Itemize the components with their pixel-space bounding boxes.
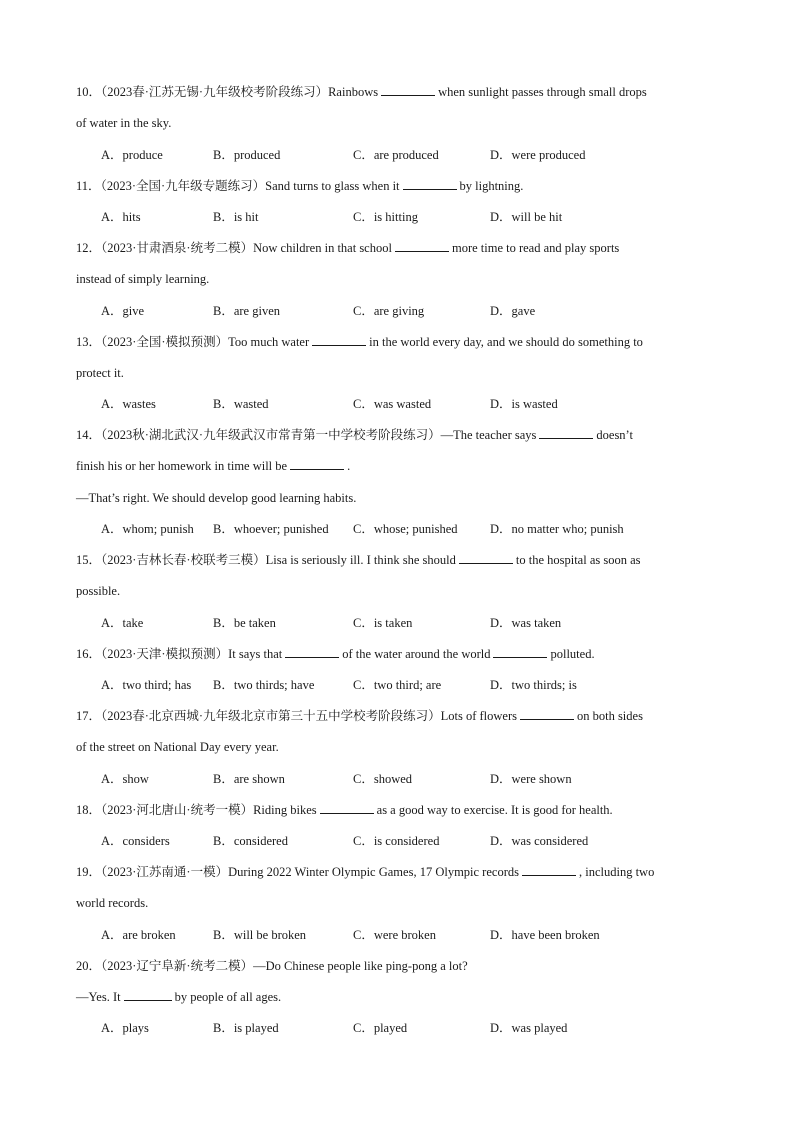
question-source: （2023春·北京西城·九年级北京市第三十五中学校考阶段练习） [101,709,441,723]
option-d[interactable]: D．is wasted [490,397,558,411]
question-stem: of the water around the world [342,647,491,661]
answer-blank[interactable] [285,646,339,658]
question-source: （2023·全国·模拟预测） [101,335,229,349]
answer-blank[interactable] [290,458,344,470]
question-stem: Sand turns to glass when it [265,179,400,193]
question-11: 11．（2023·全国·九年级专题练习）Sand turns to glass when it by lightning. [76,179,524,193]
option-c[interactable]: C．is hitting [353,210,418,224]
option-b[interactable]: B．is hit [213,210,259,224]
question-17: 17．（2023春·北京西城·九年级北京市第三十五中学校考阶段练习）Lots of flowers on both sides [76,709,643,723]
question-stem: to the hospital as soon as [515,553,641,567]
option-b[interactable]: B．two thirds; have [213,678,315,692]
question-14: 14．（2023秋·湖北武汉·九年级武汉市常青第一中学校考阶段练习）—The teacher says doesn’t [76,428,633,442]
option-c[interactable]: C．are giving [353,304,425,318]
question-stem: when sunlight passes through small drops [438,85,647,99]
question-stem: finish his or her homework in time will be [76,459,288,473]
answer-blank[interactable] [320,802,374,814]
question-number: 10 [76,85,89,99]
question-number: 16 [76,647,89,661]
answer-blank[interactable] [312,334,366,346]
option-d[interactable]: D．will be hit [490,210,563,224]
question-source: （2023·江苏南通·一模） [101,865,229,879]
answer-blank[interactable] [522,864,576,876]
option-a[interactable]: A．give [101,304,145,318]
question-stem: by people of all ages. [174,990,282,1004]
question-stem: doesn’t [596,428,633,442]
dialogue-reply [76,989,724,1005]
question-stem-continuation: possible. [76,584,121,598]
question-stem: Too much water [228,335,310,349]
option-d[interactable]: D．gave [490,304,536,318]
question-stem: as a good way to exercise. It is good for health. [376,803,613,817]
question-stem: . [347,459,351,473]
option-c[interactable]: C．was wasted [353,397,432,411]
question-stem: —Yes. It [76,990,121,1004]
option-d[interactable]: D．was considered [490,834,589,848]
option-c[interactable]: C．played [353,1021,408,1035]
question-source: （2023春·江苏无锡·九年级校考阶段练习） [101,85,329,99]
option-b[interactable]: B．are given [213,304,280,318]
option-a[interactable]: A．hits [101,210,141,224]
question-stem-continuation: protect it. [76,366,124,380]
question-source: （2023·河北唐山·统考一模） [101,803,254,817]
option-a[interactable]: A．wastes [101,397,156,411]
option-c[interactable]: C．is taken [353,616,413,630]
option-a[interactable]: A．plays [101,1021,149,1035]
option-d[interactable]: D．have been broken [490,928,600,942]
question-20: 20．（2023·辽宁阜新·统考二模）—Do Chinese people like ping-pong a lot? [76,959,468,973]
question-stem: Lots of flowers [440,709,517,723]
question-stem: more time to read and play sports [451,241,620,255]
question-18: 18．（2023·河北唐山·统考一模）Riding bikes as a good way to exercise. It is good for health. [76,803,613,817]
question-number: 18 [76,803,89,817]
answer-blank[interactable] [493,646,547,658]
question-stem-continuation [76,458,724,474]
question-stem: —Do Chinese people like ping-pong a lot? [253,959,468,973]
question-number: 11 [76,179,89,193]
question-stem-continuation: of the street on National Day every year. [76,740,279,754]
question-source: （2023·甘肃酒泉·统考二模） [101,241,254,255]
answer-blank[interactable] [124,989,172,1001]
answer-blank[interactable] [520,708,574,720]
option-a[interactable]: A．whom; punish [101,522,194,536]
answer-blank[interactable] [381,84,435,96]
option-c[interactable]: C．whose; punished [353,522,458,536]
question-stem: by lightning. [459,179,524,193]
option-d[interactable]: D．were produced [490,148,586,162]
option-c[interactable]: C．is considered [353,834,440,848]
question-number: 13 [76,335,89,349]
option-d[interactable]: D．two thirds; is [490,678,577,692]
option-a[interactable]: A．are broken [101,928,176,942]
question-number: 19 [76,865,89,879]
question-source: （2023·辽宁阜新·统考二模） [101,959,254,973]
dialogue-reply: —That’s right. We should develop good learning habits. [76,491,357,505]
question-number: 20 [76,959,89,973]
answer-blank[interactable] [403,178,457,190]
answer-blank[interactable] [395,240,449,252]
option-a[interactable]: A．produce [101,148,163,162]
option-c[interactable]: C．are produced [353,148,439,162]
question-source: （2023·天津·模拟预测） [101,647,229,661]
question-10: 10．（2023春·江苏无锡·九年级校考阶段练习）Rainbows when sunlight passes through small drops [76,85,647,99]
question-stem-continuation: instead of simply learning. [76,272,210,286]
option-d[interactable]: D．no matter who; punish [490,522,624,536]
option-d[interactable]: D．was taken [490,616,562,630]
question-number: 14 [76,428,89,442]
question-stem: During 2022 Winter Olympic Games, 17 Olympic records [228,865,519,879]
question-19: 19．（2023·江苏南通·一模）During 2022 Winter Olympic Games, 17 Olympic records , including two [76,865,655,879]
question-source: （2023·吉林长春·校联考三模） [101,553,266,567]
question-stem: Now children in that school [253,241,392,255]
option-c[interactable]: C．two third; are [353,678,442,692]
question-stem: Lisa is seriously ill. I think she should [265,553,456,567]
question-number: 17 [76,709,89,723]
option-b[interactable]: B．are shown [213,772,285,786]
question-stem-continuation: world records. [76,896,149,910]
question-stem: Riding bikes [253,803,317,817]
option-b[interactable]: B．wasted [213,397,269,411]
question-16: 16．（2023·天津·模拟预测）It says that of the water around the world polluted. [76,647,595,661]
question-12: 12．（2023·甘肃酒泉·统考二模）Now children in that school more time to read and play sports [76,241,620,255]
option-b[interactable]: B．whoever; punished [213,522,329,536]
answer-blank[interactable] [539,427,593,439]
option-b[interactable]: B．produced [213,148,281,162]
option-a[interactable]: A．considers [101,834,170,848]
option-c[interactable]: C．were broken [353,928,436,942]
question-number: 12 [76,241,89,255]
option-a[interactable]: A．two third; has [101,678,192,692]
question-stem: polluted. [550,647,595,661]
question-15: 15．（2023·吉林长春·校联考三模）Lisa is seriously ill. I think she should to the hospital as soon as [76,553,641,567]
question-number: 15 [76,553,89,567]
answer-blank[interactable] [459,552,513,564]
option-d[interactable]: D．was played [490,1021,568,1035]
question-13: 13．（2023·全国·模拟预测）Too much water in the world every day, and we should do something to [76,335,643,349]
question-stem: —The teacher says [440,428,537,442]
option-a[interactable]: A．show [101,772,149,786]
question-source: （2023·全国·九年级专题练习） [100,179,266,193]
question-stem: in the world every day, and we should do something to [369,335,643,349]
option-c[interactable]: C．showed [353,772,413,786]
option-b[interactable]: B．considered [213,834,288,848]
question-stem: on both sides [576,709,643,723]
option-b[interactable]: B．is played [213,1021,279,1035]
option-b[interactable]: B．will be broken [213,928,307,942]
option-a[interactable]: A．take [101,616,144,630]
question-stem-continuation: of water in the sky. [76,116,172,130]
question-stem: Rainbows [328,85,379,99]
question-stem: It says that [228,647,283,661]
option-d[interactable]: D．were shown [490,772,572,786]
question-source: （2023秋·湖北武汉·九年级武汉市常青第一中学校考阶段练习） [101,428,441,442]
option-b[interactable]: B．be taken [213,616,276,630]
question-stem: , including two [578,865,655,879]
